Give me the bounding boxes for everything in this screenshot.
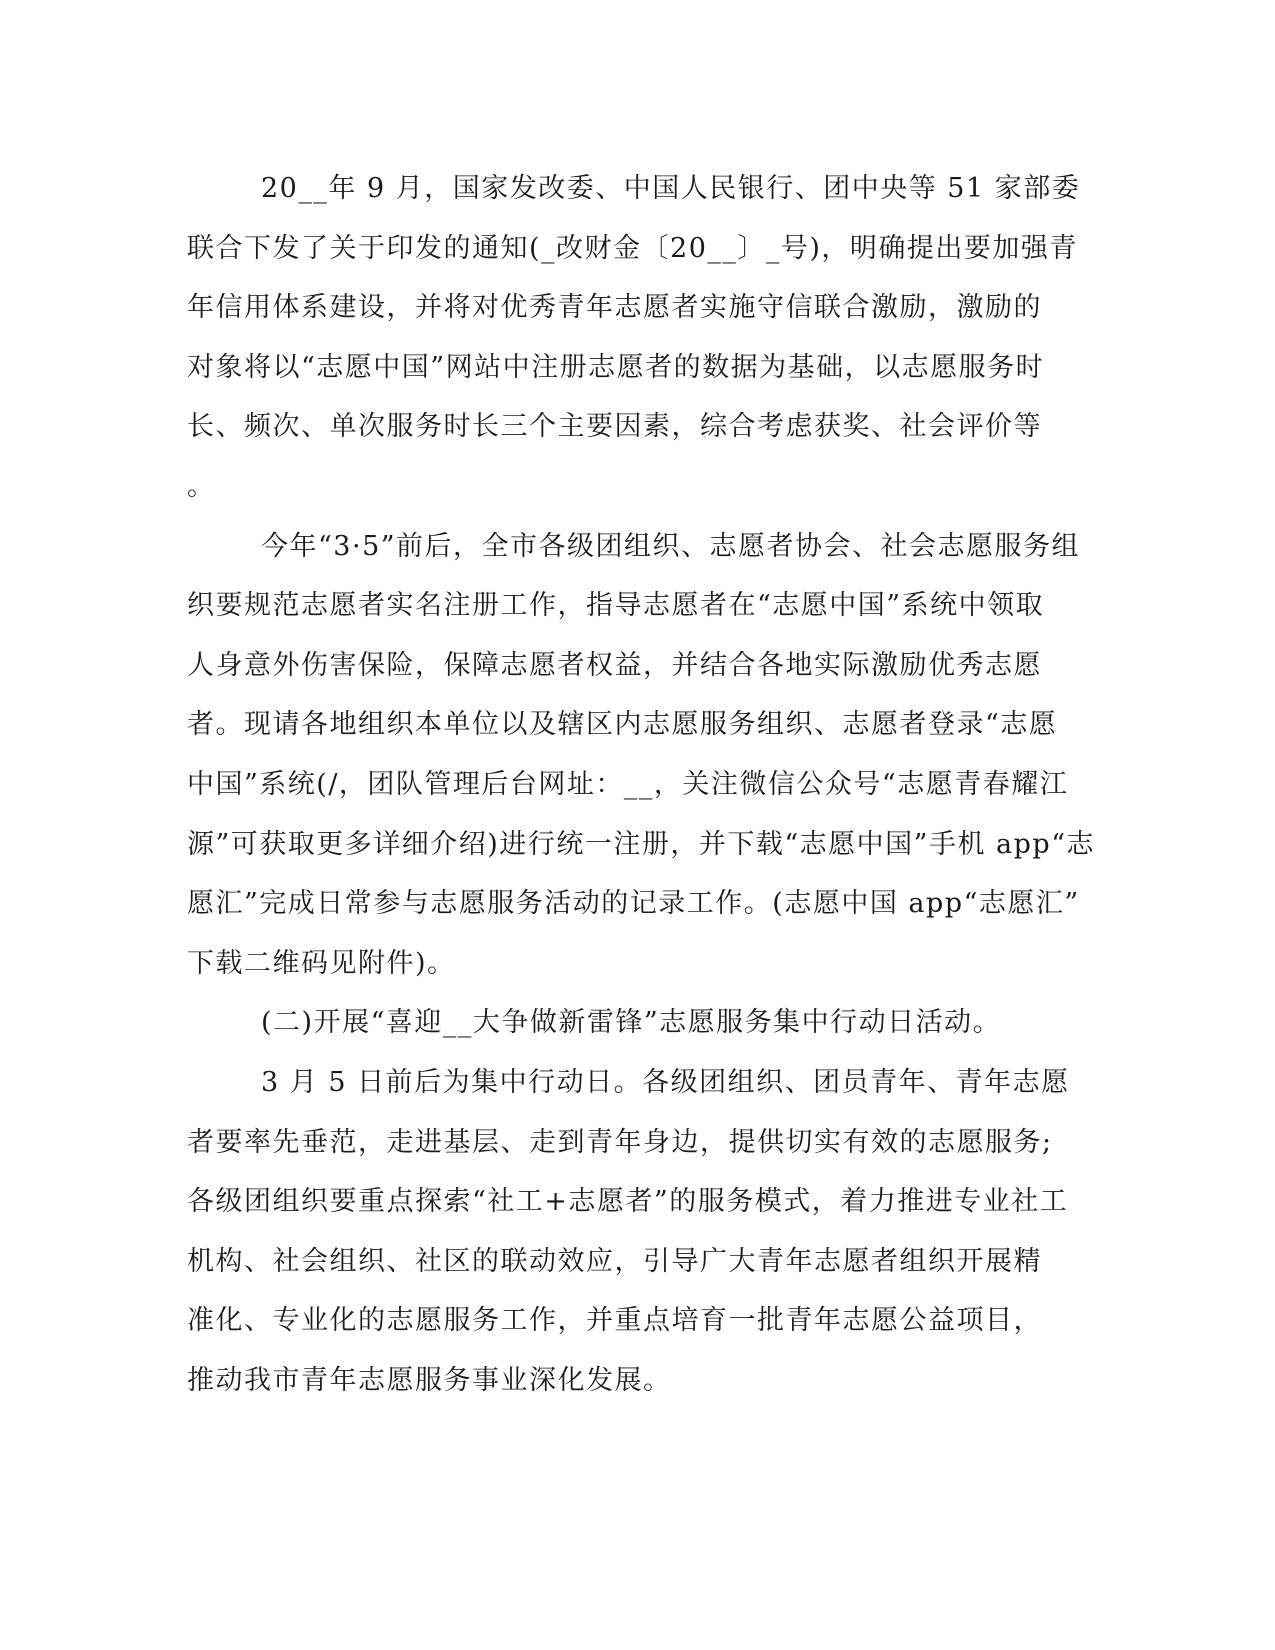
- text-line: 源”可获取更多详细介绍)进行统一注册，并下载“志愿中国”手机 app“志: [187, 828, 1095, 860]
- text-line: 推动我市青年志愿服务事业深化发展。: [187, 1364, 672, 1396]
- text-line: 今年“3·5”前后，全市各级团组织、志愿者协会、社会志愿服务组: [261, 530, 1081, 562]
- section-heading: (二)开展“喜迎__大争做新雷锋”志愿服务集中行动日活动。: [261, 1007, 1002, 1039]
- text-line: 人身意外伤害保险，保障志愿者权益，并结合各地实际激励优秀志愿: [187, 649, 1042, 681]
- text-line: 者要率先垂范，走进基层、走到青年身边，提供切实有效的志愿服务;: [187, 1126, 1053, 1158]
- paragraph-registration: [187, 517, 1095, 994]
- text-line: 3 月 5 日前后为集中行动日。各级团组织、团员青年、青年志愿: [261, 1066, 1070, 1098]
- text-line: 中国”系统(/，团队管理后台网址：__，关注微信公众号“志愿青春耀江: [187, 768, 1069, 800]
- text-line: 准化、专业化的志愿服务工作，并重点培育一批青年志愿公益项目，: [187, 1305, 1042, 1337]
- text-line: 。: [187, 470, 216, 502]
- text-line: 长、频次、单次服务时长三个主要因素，综合考虑获奖、社会评价等: [187, 411, 1042, 443]
- paragraph-action-day: [187, 1053, 1087, 1411]
- text-line: 织要规范志愿者实名注册工作，指导志愿者在“志愿中国”系统中领取: [187, 590, 1045, 622]
- text-line: 机构、社会组织、社区的联动效应，引导广大青年志愿者组织开展精: [187, 1245, 1042, 1277]
- text-line: 下载二维码见附件)。: [187, 947, 456, 979]
- text-line: 者。现请各地组织本单位以及辖区内志愿服务组织、志愿者登录“志愿: [187, 709, 1058, 741]
- paragraph-credit-notice: [187, 159, 1087, 517]
- text-line: 各级团组织要重点探索“社工+志愿者”的服务模式，着力推进专业社工: [187, 1186, 1069, 1218]
- text-line: 对象将以“志愿中国”网站中注册志愿者的数据为基础，以志愿服务时: [187, 351, 1045, 383]
- text-line: 20__年 9 月，国家发改委、中国人民银行、团中央等 51 家部委: [261, 173, 1081, 204]
- text-line: 联合下发了关于印发的通知(_改财金〔20__〕_号)，明确提出要加强青: [187, 232, 1078, 264]
- text-line: 年信用体系建设，并将对优秀青年志愿者实施守信联合激励，激励的: [187, 292, 1042, 324]
- text-line: 愿汇”完成日常参与志愿服务活动的记录工作。(志愿中国 app“志愿汇”: [187, 888, 1080, 920]
- document-body: [187, 159, 1095, 1410]
- paragraph-section-heading: [187, 993, 1087, 1053]
